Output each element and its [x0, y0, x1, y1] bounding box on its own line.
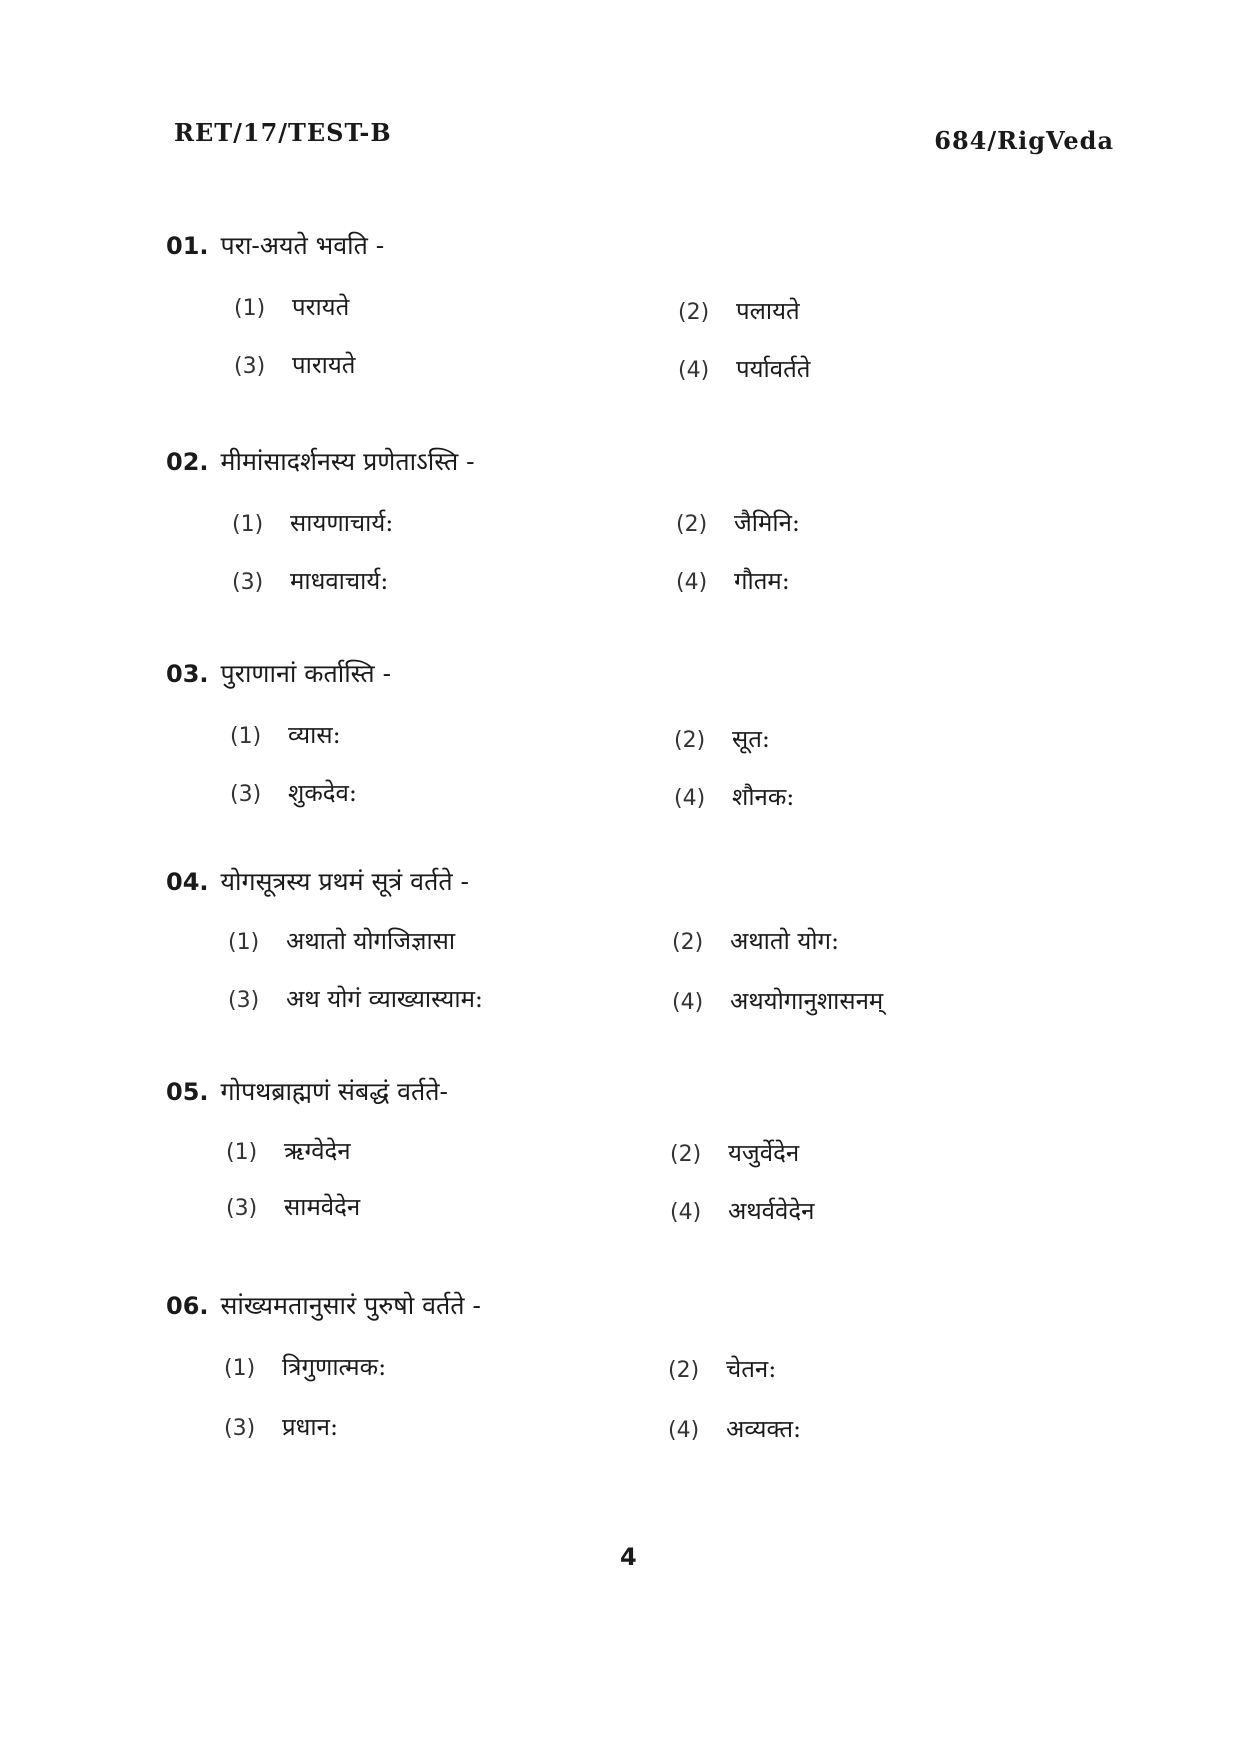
- question-number: 04.: [166, 868, 209, 896]
- question-stem: [166, 656, 391, 690]
- option-number: (3): [224, 1416, 256, 1441]
- option-text: त्रिगुणात्मक:: [282, 1353, 387, 1381]
- question-number: 06.: [166, 1292, 209, 1320]
- option-text: अथयोगानुशासनम्: [730, 987, 884, 1015]
- option-text: माधवाचार्य:: [290, 567, 389, 595]
- question-text: गोपथब्राह्मणं संबद्धं वर्तते-: [220, 1077, 448, 1106]
- option-1: [234, 290, 349, 323]
- option-text: सूत:: [732, 725, 770, 753]
- option-4: [678, 352, 810, 385]
- option-text: अथातो योग:: [730, 927, 840, 955]
- option-number: (4): [676, 570, 708, 595]
- option-number: (4): [672, 990, 704, 1015]
- option-text: पर्यावर्तते: [736, 355, 811, 383]
- question-stem: [166, 1288, 481, 1322]
- option-text: गौतम:: [734, 567, 790, 595]
- question-stem: [166, 864, 469, 898]
- option-number: (2): [676, 512, 708, 537]
- option-text: शुकदेव:: [288, 779, 357, 807]
- option-number: (2): [674, 728, 706, 753]
- option-1: [230, 718, 341, 751]
- question-stem: [166, 1074, 448, 1108]
- option-text: प्रधान:: [282, 1413, 339, 1441]
- option-text: परायते: [292, 293, 350, 321]
- question-text: सांख्यमतानुसारं पुरुषो वर्तते -: [220, 1291, 481, 1320]
- page-number: 4: [620, 1543, 637, 1571]
- option-number: (4): [674, 786, 706, 811]
- option-2: [672, 924, 839, 957]
- question-number: 02.: [166, 448, 209, 476]
- option-text: ऋग्वेदेन: [284, 1137, 351, 1165]
- option-text: यजुर्वेदेन: [728, 1139, 800, 1167]
- option-number: (2): [672, 930, 704, 955]
- option-3: [224, 1410, 338, 1443]
- option-text: जैमिनि:: [734, 509, 800, 537]
- option-3: [234, 348, 355, 381]
- question-text: मीमांसादर्शनस्य प्रणेताऽस्ति -: [220, 447, 475, 476]
- option-1: [226, 1134, 351, 1167]
- option-3: [230, 776, 357, 809]
- option-2: [678, 294, 800, 327]
- option-number: (4): [670, 1200, 702, 1225]
- option-number: (2): [668, 1358, 700, 1383]
- option-text: सायणाचार्य:: [290, 509, 394, 537]
- option-text: अथर्ववेदेन: [728, 1197, 815, 1225]
- option-number: (1): [228, 930, 260, 955]
- question-number: 01.: [166, 232, 209, 260]
- option-2: [674, 722, 770, 755]
- option-text: चेतन:: [726, 1355, 777, 1383]
- option-1: [224, 1350, 386, 1383]
- option-number: (3): [230, 782, 262, 807]
- question-number: 03.: [166, 660, 209, 688]
- option-number: (3): [234, 354, 266, 379]
- option-text: व्यास:: [288, 721, 341, 749]
- option-3: [232, 564, 388, 597]
- option-number: (1): [232, 512, 264, 537]
- option-text: सामवेदेन: [284, 1193, 361, 1221]
- option-number: (1): [224, 1356, 256, 1381]
- option-text: अथ योगं व्याख्यास्याम:: [286, 985, 484, 1013]
- option-text: शौनक:: [732, 783, 795, 811]
- option-text: अव्यक्त:: [726, 1415, 802, 1443]
- question-text: योगसूत्रस्य प्रथमं सूत्रं वर्तते -: [220, 867, 469, 896]
- question-text: परा-अयते भवति -: [220, 231, 385, 260]
- option-2: [668, 1352, 776, 1385]
- option-number: (3): [228, 988, 260, 1013]
- option-number: (1): [234, 296, 266, 321]
- option-3: [228, 982, 483, 1015]
- option-text: पलायते: [736, 297, 800, 325]
- option-4: [674, 780, 794, 813]
- option-3: [226, 1190, 360, 1223]
- option-1: [232, 506, 393, 539]
- option-4: [672, 984, 883, 1017]
- question-stem: [166, 228, 384, 262]
- option-number: (3): [226, 1196, 258, 1221]
- option-number: (1): [226, 1140, 258, 1165]
- option-text: अथातो योगजिज्ञासा: [286, 927, 456, 955]
- option-number: (4): [678, 358, 710, 383]
- option-number: (4): [668, 1418, 700, 1443]
- option-text: पारायते: [292, 351, 356, 379]
- header-subject-code: 684/RigVeda: [934, 126, 1114, 155]
- option-number: (2): [670, 1142, 702, 1167]
- option-4: [670, 1194, 814, 1227]
- option-2: [676, 506, 800, 539]
- question-stem: [166, 444, 475, 478]
- option-number: (1): [230, 724, 262, 749]
- option-4: [676, 564, 790, 597]
- question-text: पुराणानां कर्तास्ति -: [220, 659, 392, 688]
- option-number: (3): [232, 570, 264, 595]
- question-number: 05.: [166, 1078, 209, 1106]
- option-2: [670, 1136, 799, 1169]
- option-1: [228, 924, 455, 957]
- header-exam-code: RET/17/TEST-B: [174, 118, 392, 147]
- option-4: [668, 1412, 801, 1445]
- option-number: (2): [678, 300, 710, 325]
